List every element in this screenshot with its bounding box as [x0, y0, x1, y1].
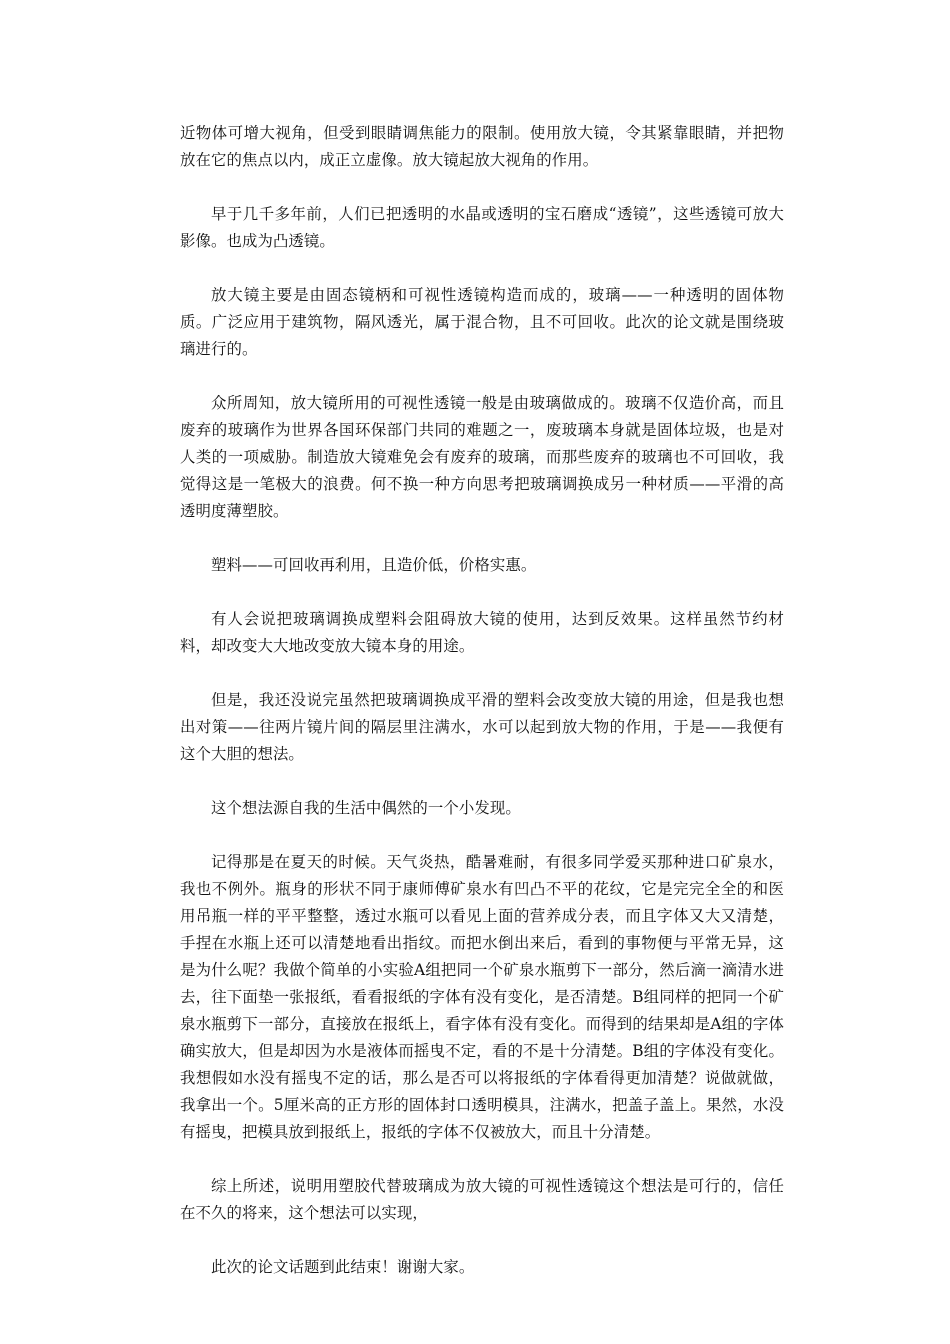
paragraph-6: 有人会说把玻璃调换成塑料会阻碍放大镜的使用，达到反效果。这样虽然节约材料，却改变大大地改变放大镜本身的用途。 — [180, 610, 784, 655]
paragraph-7: 但是，我还没说完虽然把玻璃调换成平滑的塑料会改变放大镜的用途，但是我也想出对策——往两片镜片间的隔层里注满水，水可以起到放大物的作用，于是——我便有这个大胆的想法。 — [180, 691, 784, 763]
document-body — [180, 120, 784, 1308]
paragraph-11: 此次的论文话题到此结束！谢谢大家。 — [211, 1258, 475, 1276]
paragraph-4: 众所周知，放大镜所用的可视性透镜一般是由玻璃做成的。玻璃不仅造价高，而且废弃的玻璃作为世界各国环保部门共同的难题之一，废玻璃本身就是固体垃圾，也是对人类的一项威胁。制造放大镜难免会有废弃的玻璃，而那些废弃的玻璃也不可回收，我觉得这是一笔极大的浪费。何不换一种方向思考把玻璃调换成另一种材质——平滑的高透明度薄塑胶。 — [180, 394, 784, 520]
paragraph-1: 近物体可增大视角，但受到眼睛调焦能力的限制。使用放大镜，令其紧靠眼睛，并把物放在它的焦点以内，成正立虚像。放大镜起放大视角的作用。 — [180, 124, 784, 169]
paragraph-5: 塑料——可回收再利用，且造价低，价格实惠。 — [211, 556, 537, 574]
paragraph-10: 综上所述，说明用塑胶代替玻璃成为放大镜的可视性透镜这个想法是可行的，信任在不久的将来，这个想法可以实现， — [180, 1177, 784, 1222]
paragraph-3: 放大镜主要是由固态镜柄和可视性透镜构造而成的，玻璃——一种透明的固体物质。广泛应用于建筑物，隔风透光，属于混合物，且不可回收。此次的论文就是围绕玻璃进行的。 — [180, 286, 784, 358]
paragraph-2: 早于几千多年前，人们已把透明的水晶或透明的宝石磨成“透镜”，这些透镜可放大影像。也成为凸透镜。 — [180, 205, 784, 250]
paragraph-8: 这个想法源自我的生活中偶然的一个小发现。 — [211, 799, 521, 817]
paragraph-9: 记得那是在夏天的时候。天气炎热，酷暑难耐，有很多同学爱买那种进口矿泉水，我也不例外。瓶身的形状不同于康师傅矿泉水有凹凸不平的花纹，它是完完全全的和医用吊瓶一样的平平整整，透过水瓶可以看见上面的营养成分表，而且字体又大又清楚，手捏在水瓶上还可以清楚地看出指纹。而把水倒出来后，看到的事物便与平常无异，这是为什么呢？我做个简单的小实验A组把同一个矿泉水瓶剪下一部分，然后滴一滴清水进去，往下面垫一张报纸，看看报纸的字体有没有变化，是否清楚。B组同样的把同一个矿泉水瓶剪下一部分，直接放在报纸上，看字体有没有变化。而得到的结果却是A组的字体确实放大，但是却因为水是液体而摇曳不定，看的不是十分清楚。B组的字体没有变化。我想假如水没有摇曳不定的话，那么是否可以将报纸的字体看得更加清楚？说做就做，我拿出一个。5厘米高的正方形的固体封口透明模具，注满水，把盖子盖上。果然，水没有摇曳，把模具放到报纸上，报纸的字体不仅被放大，而且十分清楚。 — [180, 853, 784, 1141]
